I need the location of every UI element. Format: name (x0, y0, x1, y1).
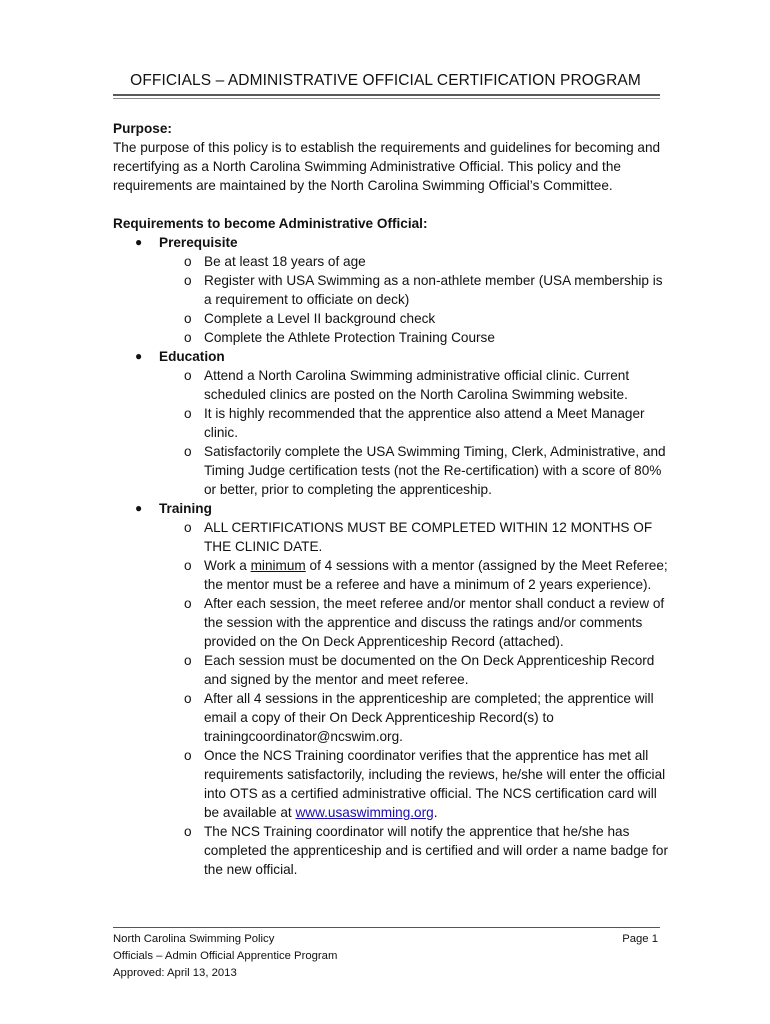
list-item: o Work a minimum of 4 sessions with a mentor (assigned by the Meet Referee; the mentor must be a referee and have a minimum of 2 years experience). (184, 558, 668, 592)
circle-bullet-icon: o (184, 596, 192, 611)
section-label: Training (159, 501, 212, 516)
training-list (159, 518, 673, 879)
document-body (113, 119, 673, 879)
circle-bullet-icon: o (184, 444, 192, 459)
underlined-word: minimum (250, 558, 306, 573)
list-item: o Once the NCS Training coordinator verifies that the apprentice has met all requirements satisfactorily, including the reviews, he/she will enter the official into OTS as a certified administrative official. The NCS certification card will be available at www.usaswimming.org. (184, 748, 666, 820)
list-item: o After each session, the meet referee and/or mentor shall conduct a review of the session with the apprentice and discuss the ratings and/or comments provided on the On Deck Apprenticeship Record (attached). (184, 596, 665, 649)
list-item: o After all 4 sessions in the apprenticeship are completed; the apprentice will email a copy of their On Deck Apprenticeship Record(s) to trainingcoordinator@ncswim.org. (184, 691, 654, 744)
circle-bullet-icon: o (184, 748, 192, 763)
purpose-text: The purpose of this policy is to establish the requirements and guidelines for becoming and recertifying as a North Carolina Swimming Administrative Official. This policy and the requirements are maintained by the North Carolina Swimming Official’s Committee. (113, 140, 661, 193)
list-item: o It is highly recommended that the apprentice also attend a Meet Manager clinic. (184, 406, 645, 440)
usaswimming-link[interactable]: www.usaswimming.org (295, 805, 434, 820)
section-prerequisite (113, 233, 673, 347)
circle-bullet-icon: o (184, 406, 192, 421)
circle-bullet-icon: o (184, 558, 192, 573)
circle-bullet-icon: o (184, 520, 192, 535)
bullet-icon: ● (135, 235, 143, 249)
requirements-heading: Requirements to become Administrative Official: (113, 216, 428, 231)
requirements-list (113, 233, 673, 879)
circle-bullet-icon: o (184, 273, 192, 288)
section-training (113, 499, 673, 879)
title-rule-thin (113, 98, 660, 99)
circle-bullet-icon: o (184, 368, 192, 383)
circle-bullet-icon: o (184, 824, 192, 839)
page-number: Page 1 (622, 933, 658, 945)
list-item: o Register with USA Swimming as a non-athlete member (USA membership is a requirement to officiate on deck) (184, 273, 663, 307)
title-rule (113, 94, 660, 96)
circle-bullet-icon: o (184, 691, 192, 706)
list-item: o Complete the Athlete Protection Training Course (184, 330, 495, 345)
education-list (159, 366, 673, 499)
list-item: o Complete a Level II background check (184, 311, 436, 326)
page-footer (113, 931, 658, 982)
list-item: o Satisfactorily complete the USA Swimming Timing, Clerk, Administrative, and Timing Judge certification tests (not the Re-certification) with a score of 80% or better, prior to completing the apprenticeship. (184, 444, 666, 497)
list-item: o Each session must be documented on the On Deck Apprenticeship Record and signed by the mentor and meet referee. (184, 653, 655, 687)
footer-line-policy: North Carolina Swimming Policy (113, 933, 275, 945)
document-title: OFFICIALS – ADMINISTRATIVE OFFICIAL CERTIFICATION PROGRAM (130, 72, 641, 89)
bullet-icon: ● (135, 349, 143, 363)
footer-line-program: Officials – Admin Official Apprentice Program (113, 950, 338, 962)
prerequisite-list (159, 252, 673, 347)
list-item: o Be at least 18 years of age (184, 254, 366, 269)
list-item: o Attend a North Carolina Swimming administrative official clinic. Current scheduled clinics are posted on the North Carolina Swimming website. (184, 368, 630, 402)
list-item: o The NCS Training coordinator will notify the apprentice that he/she has completed the apprenticeship and is certified and will order a name badge for the new official. (184, 824, 668, 877)
footer-line-approved: Approved: April 13, 2013 (113, 967, 237, 979)
circle-bullet-icon: o (184, 330, 192, 345)
section-label: Education (159, 349, 225, 364)
circle-bullet-icon: o (184, 653, 192, 668)
section-education (113, 347, 673, 499)
circle-bullet-icon: o (184, 254, 192, 269)
bullet-icon: ● (135, 501, 143, 515)
list-item: o ALL CERTIFICATIONS MUST BE COMPLETED WITHIN 12 MONTHS OF THE CLINIC DATE. (184, 520, 653, 554)
circle-bullet-icon: o (184, 311, 192, 326)
footer-rule (113, 927, 660, 928)
purpose-heading: Purpose: (113, 121, 172, 136)
section-label: Prerequisite (159, 235, 238, 250)
